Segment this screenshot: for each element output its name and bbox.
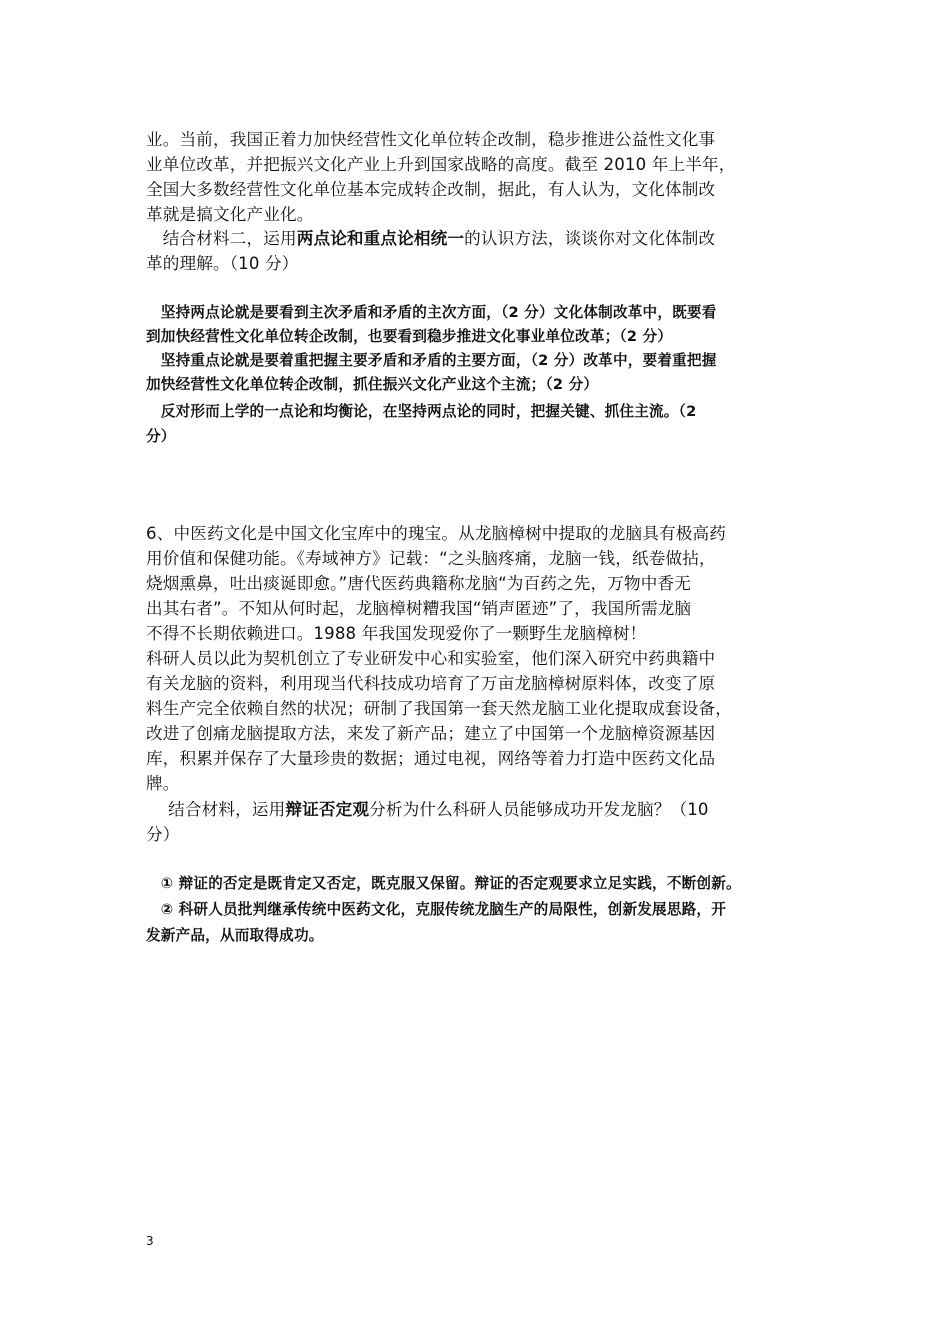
material6-line-5: 不得不长期依赖进口。1988 年我国发现爱你了一颗野生龙脑樟树！ bbox=[146, 624, 647, 643]
answer-6-line-1: ① 辩证的否定是既肯定又否定，既克服又保留。辩证的否定观要求立足实践，不断创新。 bbox=[146, 875, 741, 892]
page-number: 3 bbox=[146, 1234, 154, 1248]
material2-line-1: 业。当前，我国正着力加快经营性文化单位转企改制，稳步推进公益性文化事 bbox=[146, 130, 716, 149]
material6-line-10: 库，积累并保存了大量珍贵的数据；通过电视，网络等着力打造中医药文化品 bbox=[146, 749, 716, 768]
material6-line-8: 料生产完全依赖自然的状况；研制了我国第一套天然龙脑工业化提取成套设备， bbox=[146, 699, 733, 718]
answer-1-line-4: 加快经营性文化单位转企改制，抓住振兴文化产业这个主流；（2 分） bbox=[146, 376, 599, 393]
question-1-keyword: 两点论和重点论相统一 bbox=[296, 229, 465, 248]
answer-6-line-2: ② 科研人员批判继承传统中医药文化，克服传统龙脑生产的局限性，创新发展思路，开 bbox=[146, 901, 727, 918]
material2-line-2: 业单位改革，并把振兴文化产业上升到国家战略的高度。截至 2010 年上半年， bbox=[146, 155, 736, 174]
material6-line-4: 出其右者”。不知从何时起，龙脑樟树糟我国“销声匿迹”了，我国所需龙脑 bbox=[146, 599, 692, 618]
question-6 bbox=[146, 798, 709, 822]
material6-line-7: 有关龙脑的资料，利用现当代科技成功培育了万亩龙脑樟树原料体，改变了原 bbox=[146, 674, 716, 693]
answer-1-line-3: 坚持重点论就是要着重把握主要矛盾和矛盾的主要方面，（2 分）改革中，要着重把握 bbox=[146, 352, 717, 369]
question-1-prefix: 结合材料二，运用 bbox=[146, 229, 297, 248]
question-6-prefix: 结合材料，运用 bbox=[146, 800, 286, 819]
answer-1-line-2: 到加快经营性文化单位转企改制，也要看到稳步推进文化事业单位改革；（2 分） bbox=[146, 328, 673, 345]
answer-1-line-1: 坚持两点论就是要看到主次矛盾和矛盾的主次方面，（2 分）文化体制改革中，既要看 bbox=[146, 304, 717, 321]
material6-line-6: 科研人员以此为契机创立了专业研发中心和实验室，他们深入研究中药典籍中 bbox=[146, 649, 716, 668]
material6-line-11: 牌。 bbox=[146, 774, 180, 793]
question-1-line-2: 革的理解。（10 分） bbox=[146, 254, 299, 273]
material6-line-3: 烧烟熏鼻，吐出痰诞即愈。”唐代医药典籍称龙脑“为百药之先，万物中香无 bbox=[146, 574, 691, 593]
question-6-line-2: 分） bbox=[146, 825, 180, 844]
material6-line-9: 改进了创痛龙脑提取方法，来发了新产品；建立了中国第一个龙脑樟资源基因 bbox=[146, 724, 716, 743]
material2-line-4: 革就是搞文化产业化。 bbox=[146, 205, 314, 224]
material2-line-3: 全国大多数经营性文化单位基本完成转企改制，据此，有人认为，文化体制改 bbox=[146, 180, 716, 199]
answer-1-line-5: 反对形而上学的一点论和均衡论，在坚持两点论的同时，把握关键、抓住主流。（2 bbox=[146, 403, 697, 420]
question-6-suffix: 分析为什么科研人员能够成功开发龙脑？（10 bbox=[369, 800, 709, 819]
question-1 bbox=[146, 227, 715, 251]
answer-1-line-6: 分） bbox=[146, 428, 176, 445]
material6-line-2: 用价值和保健功能。《寿域神方》记载：“之头脑疼痛，龙脑一钱，纸卷做拈， bbox=[146, 549, 716, 568]
material6-line-1: 6、中医药文化是中国文化宝库中的瑰宝。从龙脑樟树中提取的龙脑具有极高药 bbox=[146, 524, 726, 543]
question-1-suffix: 的认识方法，谈谈你对文化体制改 bbox=[464, 229, 716, 248]
question-6-keyword: 辩证否定观 bbox=[285, 800, 370, 819]
answer-6-line-3: 发新产品，从而取得成功。 bbox=[146, 927, 324, 944]
